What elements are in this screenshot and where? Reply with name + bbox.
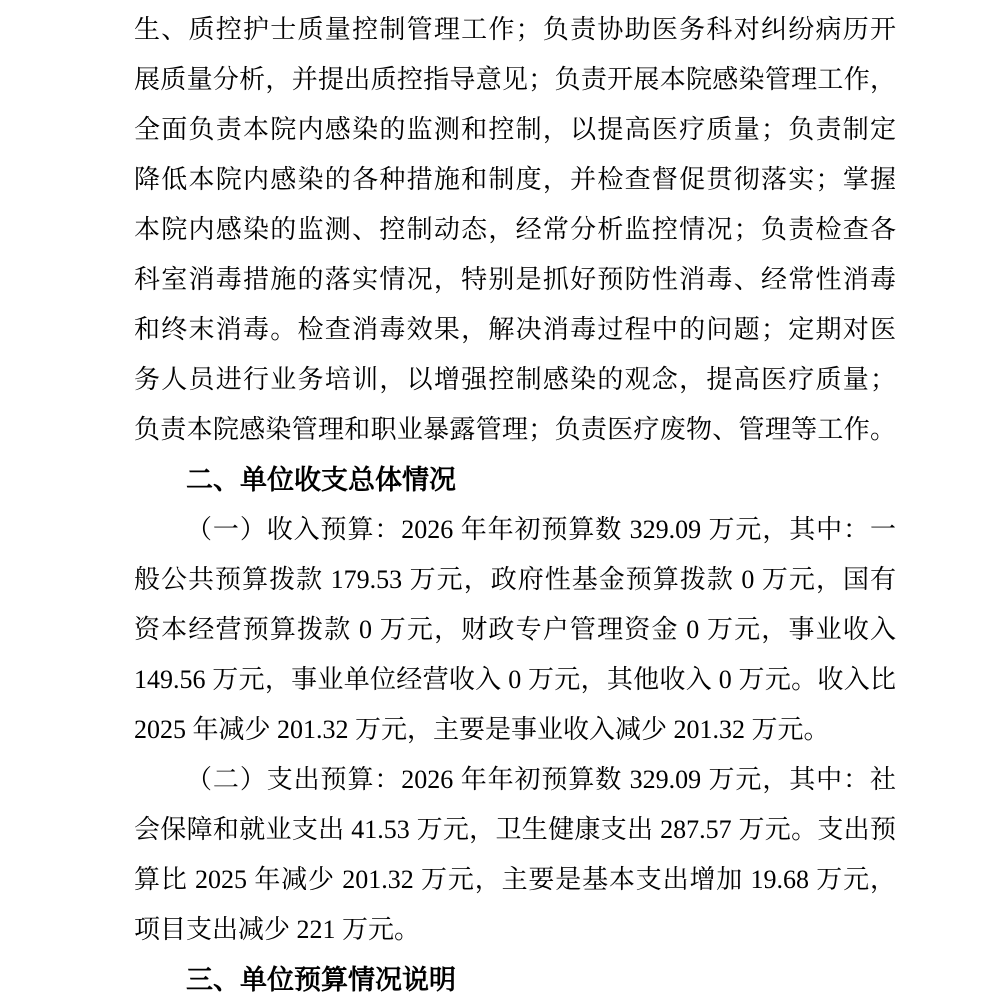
text-line: 149.56 万元，事业单位经营收入 0 万元，其他收入 0 万元。收入比 <box>134 665 896 694</box>
document-body <box>134 5 896 1002</box>
body-paragraph <box>134 505 896 755</box>
text-line: 2025 年减少 201.32 万元，主要是事业收入减少 201.32 万元。 <box>134 715 830 744</box>
text-line: 降低本院内感染的各种措施和制度，并检查督促贯彻落实；掌握 <box>134 165 896 194</box>
text-line: 展质量分析，并提出质控指导意见；负责开展本院感染管理工作， <box>134 65 896 94</box>
text-line: （二）支出预算：2026 年年初预算数 329.09 万元，其中：社 <box>186 765 896 794</box>
section-heading <box>134 955 896 1002</box>
text-line: 二、单位收支总体情况 <box>186 465 456 495</box>
text-line: 项目支出减少 221 万元。 <box>134 915 421 944</box>
text-line: 资本经营预算拨款 0 万元，财政专户管理资金 0 万元，事业收入 <box>134 615 896 644</box>
text-line: 负责本院感染管理和职业暴露管理；负责医疗废物、管理等工作。 <box>134 415 896 444</box>
section-heading <box>134 455 896 505</box>
text-line: 生、质控护士质量控制管理工作；负责协助医务科对纠纷病历开 <box>134 15 896 44</box>
text-line: 全面负责本院内感染的监测和控制，以提高医疗质量；负责制定 <box>134 115 896 144</box>
text-line: （一）收入预算：2026 年年初预算数 329.09 万元，其中：一 <box>186 515 896 544</box>
text-line: 务人员进行业务培训，以增强控制感染的观念，提高医疗质量； <box>134 365 896 394</box>
body-paragraph <box>134 755 896 955</box>
text-line: 般公共预算拨款 179.53 万元，政府性基金预算拨款 0 万元，国有 <box>134 565 896 594</box>
text-line: 三、单位预算情况说明 <box>186 965 456 995</box>
text-line: 本院内感染的监测、控制动态，经常分析监控情况；负责检查各 <box>134 215 896 244</box>
text-line: 会保障和就业支出 41.53 万元，卫生健康支出 287.57 万元。支出预 <box>134 815 896 844</box>
body-paragraph <box>134 5 896 455</box>
text-line: 和终末消毒。检查消毒效果，解决消毒过程中的问题；定期对医 <box>134 315 896 344</box>
text-line: 算比 2025 年减少 201.32 万元，主要是基本支出增加 19.68 万元， <box>134 865 896 894</box>
text-line: 科室消毒措施的落实情况，特别是抓好预防性消毒、经常性消毒 <box>134 265 896 294</box>
